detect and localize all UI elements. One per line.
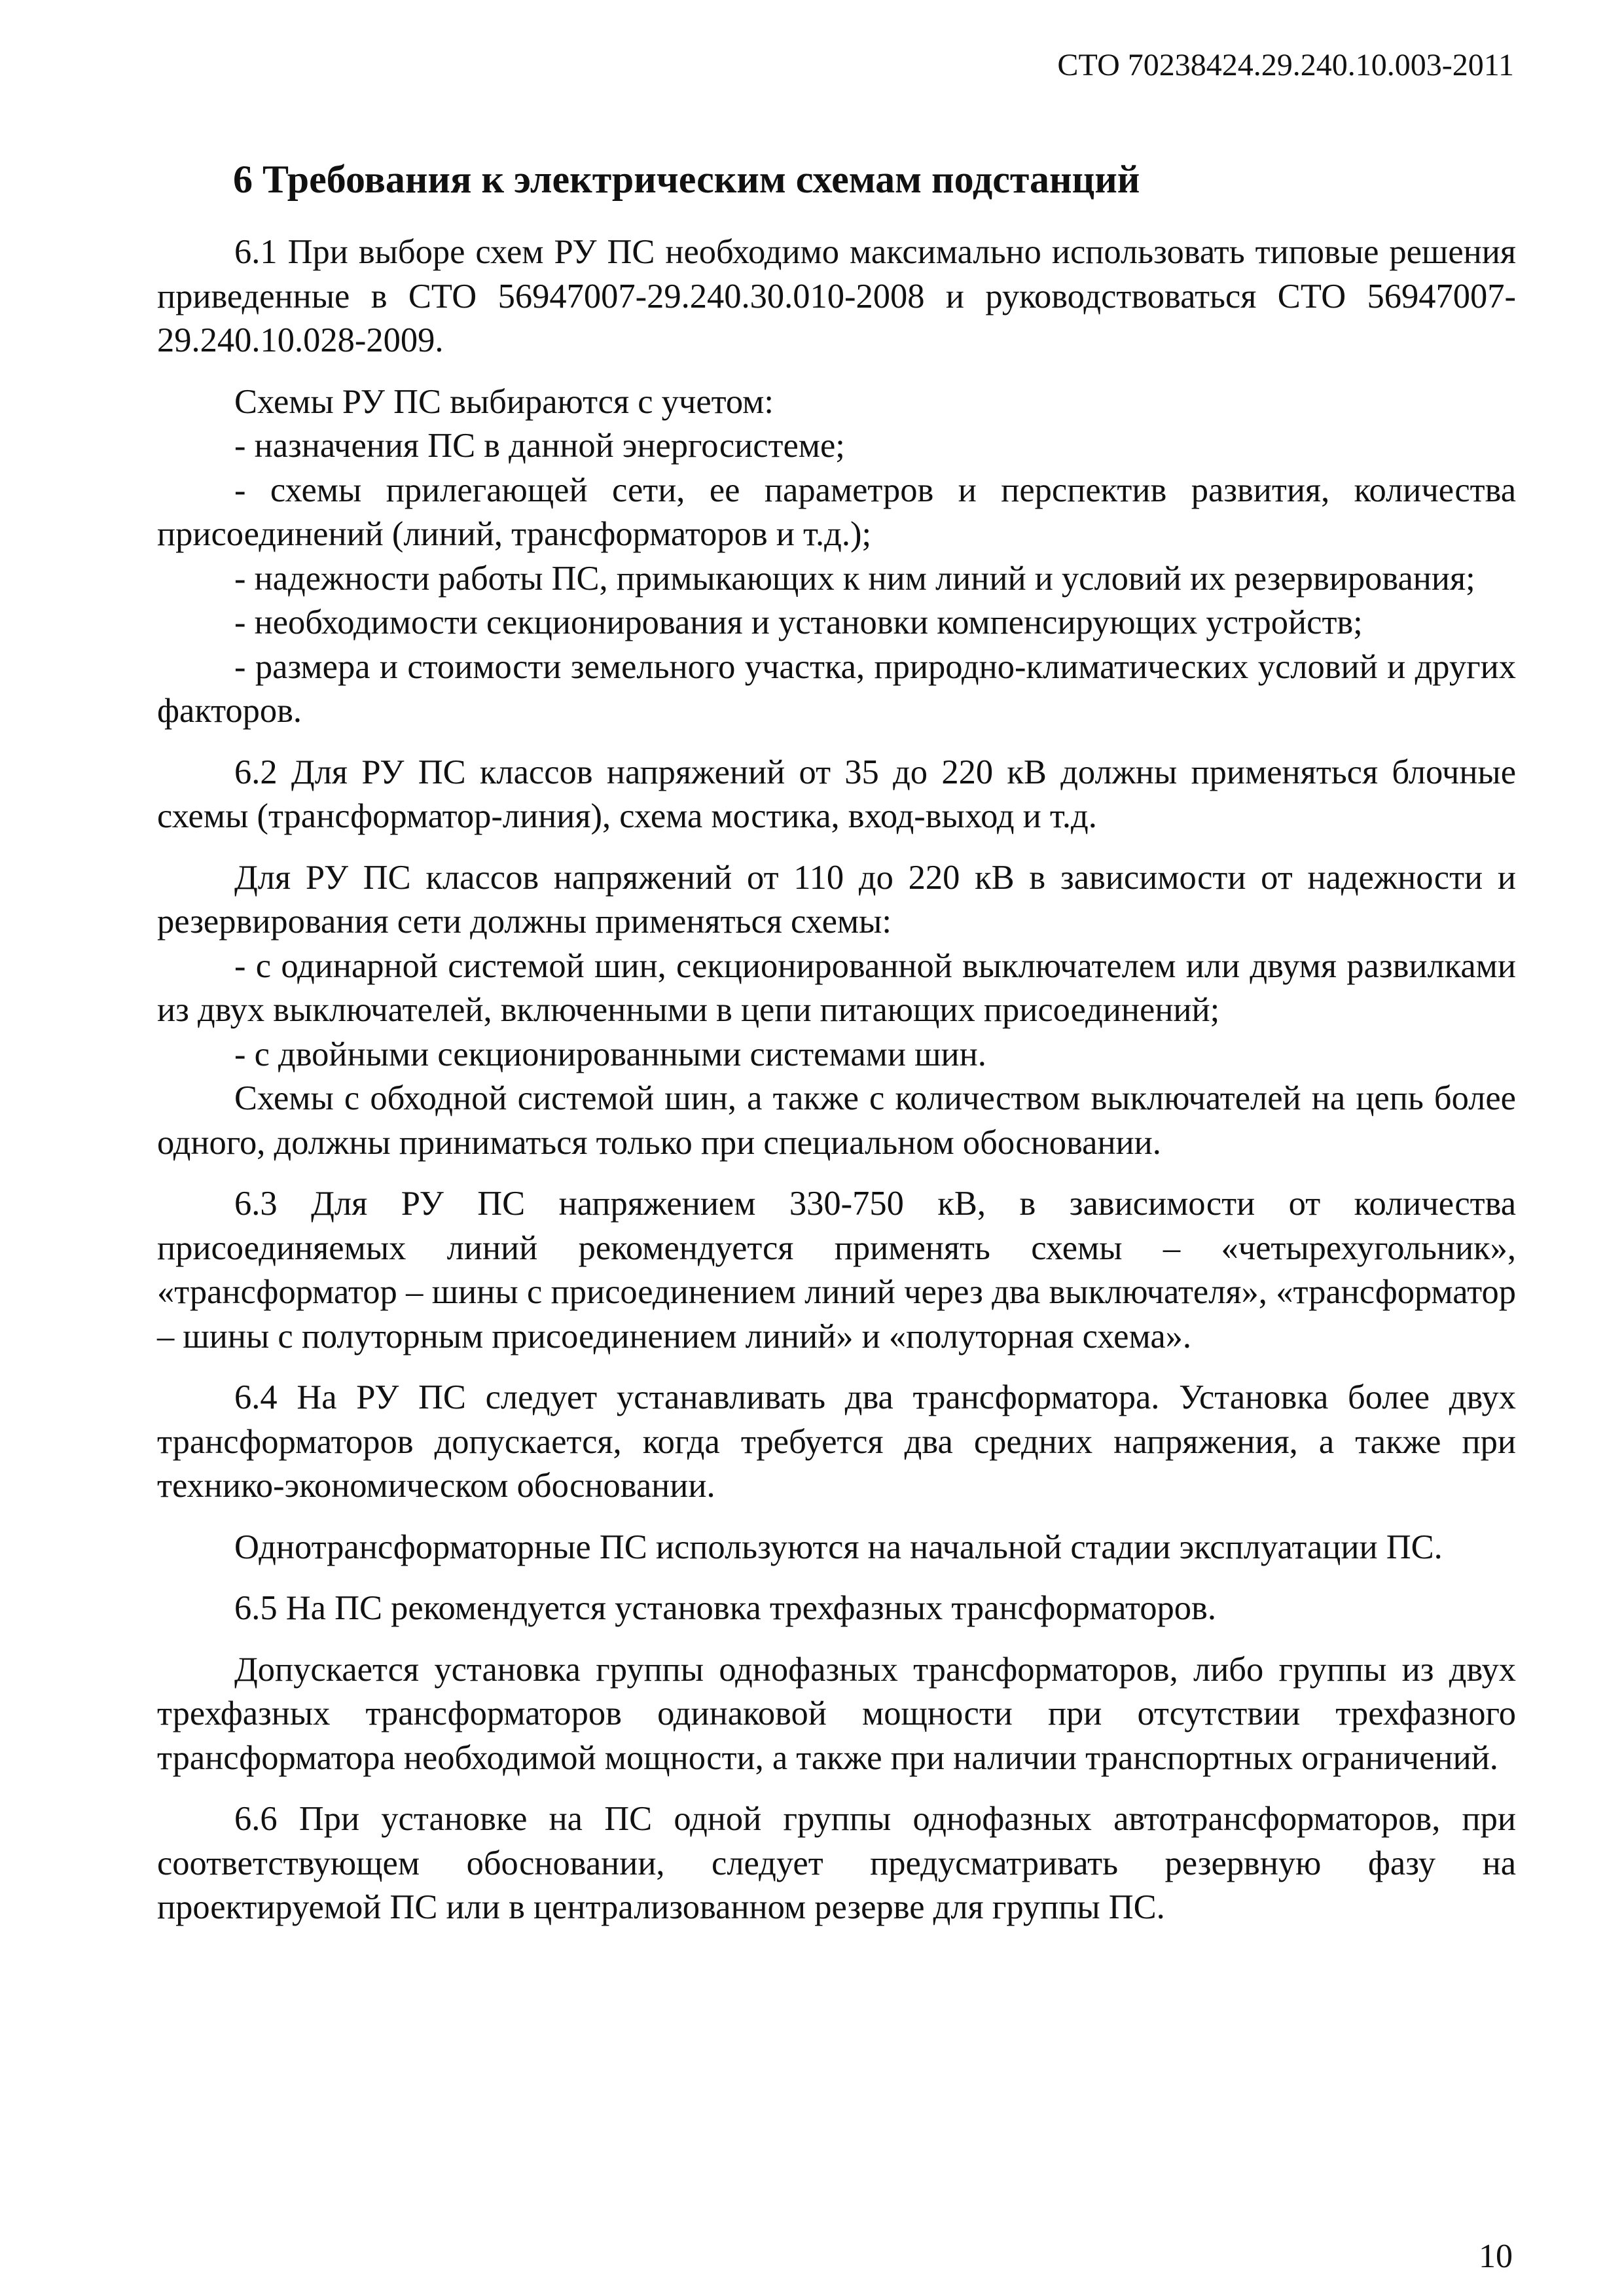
list-item-double-bus: - с двойными секционированными системами шин. [234,1035,986,1073]
paragraph-6-1: 6.1 При выборе схем РУ ПС необходимо максимально использовать типовые решения приведенные в СТО 56947007-29.240.30.010-2008 и руководствоваться СТО 56947007-29.240.10.028-2009. [157,233,1516,359]
paragraph-6-4: 6.4 На РУ ПС следует устанавливать два трансформатора. Установка более двух трансформаторов допускается, когда требуется два средних напряжения, а также при технико-экономическом обосновании. [157,1378,1516,1505]
document-code-header: СТО 70238424.29.240.10.003-2011 [1057,48,1514,82]
paragraph-6-6: 6.6 При установке на ПС одной группы однофазных автотрансформаторов, при соответствующем обосновании, следует предусматривать резервную фазу на проектируемой ПС или в централизованном резерве для группы ПС. [157,1800,1516,1926]
list-item-purpose: - назначения ПС в данной энергосистеме; [234,427,845,465]
list-item-single-bus: - с одинарной системой шин, секционированной выключателем или двумя развилками из двух выключателей, включенными в цепи питающих присоединений; [157,946,1516,1029]
list-item-adjacent-network: - схемы прилегающей сети, ее параметров и перспектив развития, количества присоединений (линий, трансформаторов и т.д.); [157,471,1516,553]
list-item-sectioning: - необходимости секционирования и установки компенсирующих устройств; [234,603,1363,641]
document-body [157,153,1516,1930]
paragraph-selection-criteria-intro: Схемы РУ ПС выбираются с учетом: [234,382,774,421]
page-number: 10 [1479,2238,1513,2275]
paragraph-6-5: 6.5 На ПС рекомендуется установка трехфазных трансформаторов. [234,1589,1216,1627]
paragraph-single-phase-groups: Допускается установка группы однофазных трансформаторов, либо группы из двух трехфазных трансформаторов одинаковой мощности при отсутствии трехфазного трансформатора необходимой мощности, а также при наличии транспортных ограничений. [157,1650,1516,1777]
list-item-reliability: - надежности работы ПС, примыкающих к ним линий и условий их резервирования; [234,559,1475,598]
paragraph-single-transformer: Однотрансформаторные ПС используются на начальной стадии эксплуатации ПС. [234,1528,1443,1566]
paragraph-110-220kv-schemes: Для РУ ПС классов напряжений от 110 до 220 кВ в зависимости от надежности и резервирования сети должны применяться схемы: [157,858,1516,941]
paragraph-6-3: 6.3 Для РУ ПС напряжением 330-750 кВ, в зависимости от количества присоединяемых линий рекомендуется применять схемы – «четырехугольник», «трансформатор – шины с присоединением линий через два выключателя», «трансформатор – шины с полуторным присоединением линий» и «полуторная схема». [157,1185,1516,1355]
list-item-land-plot: - размера и стоимости земельного участка, природно-климатических условий и других факторов. [157,647,1516,730]
section-title: 6 Требования к электрическим схемам подстанций [233,158,1140,201]
paragraph-6-2: 6.2 Для РУ ПС классов напряжений от 35 до 220 кВ должны применяться блочные схемы (трансформатор-линия), схема мостика, вход-выход и т.д. [157,753,1516,835]
paragraph-bypass-bus: Схемы с обходной системой шин, а также с количеством выключателей на цепь более одного, должны приниматься только при специальном обосновании. [157,1079,1516,1162]
